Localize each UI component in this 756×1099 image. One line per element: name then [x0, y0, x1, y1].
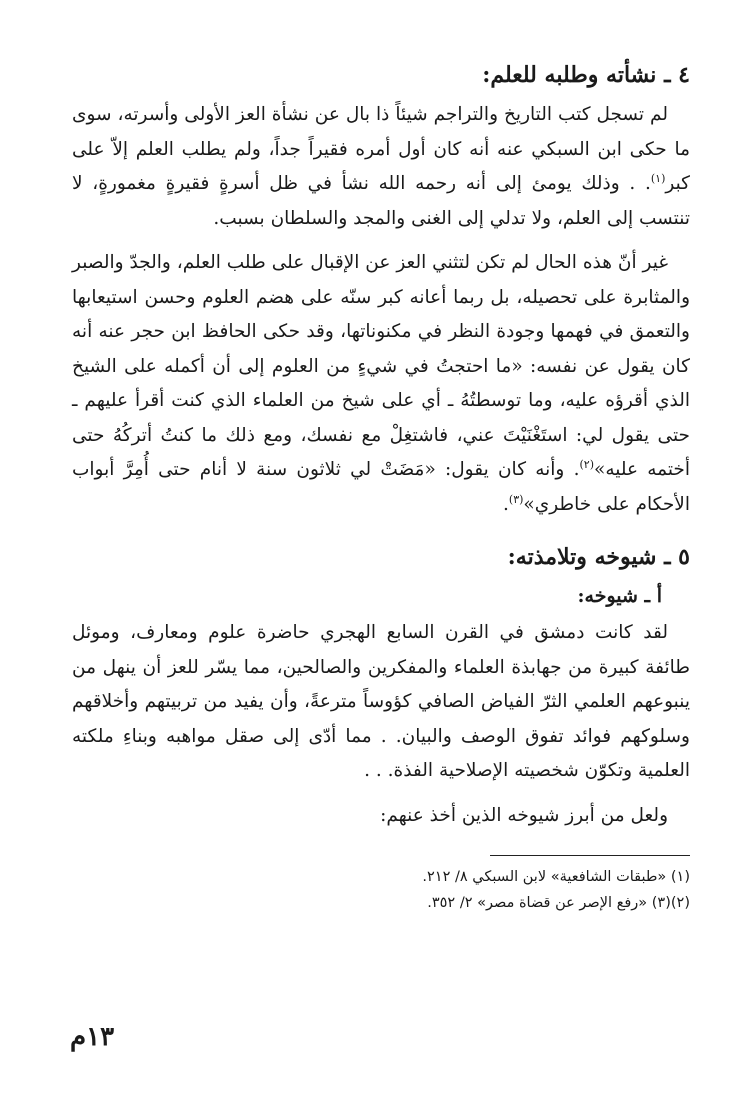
section-4-paragraph-1 — [72, 98, 690, 236]
section-4-heading: ٤ ـ نشأته وطلبه للعلم: — [482, 62, 690, 88]
section-5-subheading: أ ـ شيوخه: — [577, 585, 662, 607]
footnote-ref-3: (٣) — [508, 492, 524, 506]
footnote-ref-1: (١) — [650, 171, 666, 185]
footnote-divider — [490, 855, 690, 856]
paragraph-text: وأنه كان يقول: «مَضَتْ لي ثلاثون سنة لا أنام حتى أُمِرَّ أبواب الأحكام على خاطري» — [72, 459, 690, 515]
paragraph-text: . — [503, 493, 509, 515]
paragraph-text: غير أنّ هذه الحال لم تكن لتثني العز عن الإقبال على طلب العلم، والجدّ والصبر والمثابرة على تحصيله، بل ربما أعانه كبر سنّه على هضم العلوم وحسن استيعابها والتعمق في فهمها وجودة النظر في مكنوناتها، وقد حكى الحافظ ابن حجر عنه أنه كان يقول عن نفسه: «ما احتجتُ في شيءٍ من العلوم إلى أن أكمله على الشيخ الذي أقرؤه عليه، وما توسطتُهُ ـ أي على شيخ من العلماء الذي كنت أقرأ عليهم ـ حتى يقول لي: استَغْنَيْتَ عني، فاشتغِلْ مع نفسك، ومع ذلك ما كنتُ أتركُهُ حتى أختمه عليه» — [72, 252, 690, 480]
paragraph-text: . . وذلك يومئ إلى أنه رحمه الله نشأ في ظل أسرةٍ فقيرةٍ مغمورةٍ، لا تنتسب إلى العلم، ولا تدلي إلى الغنى والمجد والسلطان بسبب. — [72, 173, 690, 229]
paragraph-text: لم تسجل كتب التاريخ والتراجم شيئاً ذا بال عن نشأة العز الأولى وأسرته، سوى ما حكى ابن السبكي عنه أنه كان أول أمره فقيراً جداً، ولم يطلب العلم إلاّ على كبر — [72, 104, 690, 194]
footnote-1: (١) «طبقات الشافعية» لابن السبكي ٨/ ٢١٢. — [422, 869, 690, 885]
section-5-heading: ٥ ـ شيوخه وتلامذته: — [507, 544, 690, 570]
section-5-paragraph-2: ولعل من أبرز شيوخه الذين أخذ عنهم: — [380, 804, 668, 826]
footnote-2: (٢)(٣) «رفع الإصر عن قضاة مصر» ٢/ ٣٥٢. — [427, 895, 690, 911]
page-content — [72, 58, 690, 916]
paragraph-text: . — [573, 459, 580, 480]
footnote-ref-2: (٢) — [579, 457, 595, 471]
section-4-paragraph-2 — [72, 246, 690, 522]
page-number: ١٣م — [70, 1022, 115, 1052]
section-5-paragraph-1: لقد كانت دمشق في القرن السابع الهجري حاضرة علوم ومعارف، وموئل طائفة كبيرة من جهابذة العلماء والمفكرين والصالحين، مما يسّر للعز أن ينهل من ينبوعهم العلمي الثرّ الفياض الصافي كؤوساً مترعةً، وأن يفيد من تربيتهم وأخلاقهم وسلوكهم فوائد تفوق الوصف والبيان. . مما أدّى إلى صقل مواهبه وبناءِ ملكته العلمية وتكوّن شخصيته الإصلاحية الفذة. . . — [72, 622, 690, 781]
